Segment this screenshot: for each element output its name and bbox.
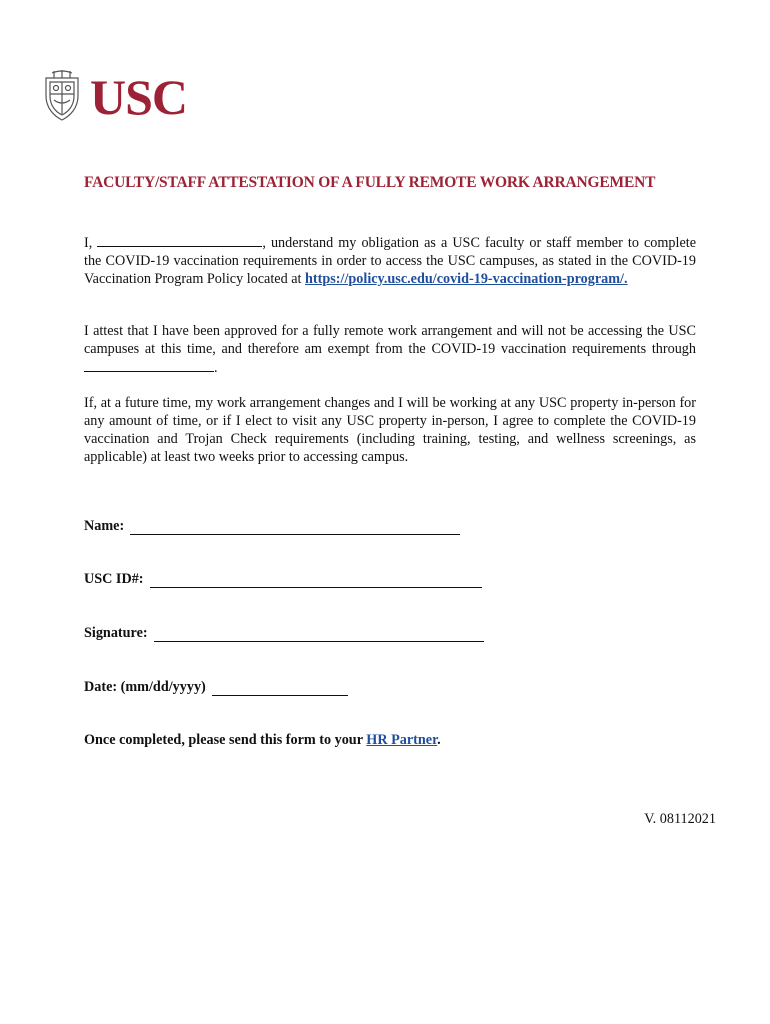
usc-id-line[interactable] — [150, 573, 482, 588]
closing-instruction — [84, 732, 441, 749]
signature-line[interactable] — [154, 627, 484, 642]
usc-wordmark: USC — [90, 69, 188, 125]
name-blank[interactable] — [97, 233, 262, 247]
usc-logo — [42, 69, 188, 125]
usc-seal-icon — [42, 70, 82, 122]
signature-label: Signature: — [84, 625, 148, 641]
date-field — [84, 679, 348, 696]
usc-id-field — [84, 571, 482, 588]
para1-body: , understand my obligation as a USC faculty or staff member to complete the COVID-19 vaccination requirements in order to access the USC campuses, as stated in the COVID-19 Vaccination Program Policy located at — [84, 235, 696, 287]
hr-partner-link[interactable]: HR Partner — [366, 732, 438, 748]
version-number: V. 08112021 — [644, 811, 716, 827]
para2-body: I attest that I have been approved for a fully remote work arrangement and will not be accessing the USC campuses at this time, and therefore am exempt from the COVID-19 vaccination requirements through — [84, 323, 696, 357]
date-line[interactable] — [212, 681, 348, 696]
through-date-blank[interactable] — [84, 358, 214, 372]
para2-suffix: . — [214, 360, 218, 376]
name-label: Name: — [84, 518, 125, 534]
paragraph-attestation — [84, 322, 696, 377]
paragraph-obligation — [84, 233, 696, 288]
name-field — [84, 518, 460, 535]
date-label: Date: (mm/dd/yyyy) — [84, 679, 206, 695]
closing-text: Once completed, please send this form to your — [84, 732, 367, 748]
closing-suffix: . — [437, 732, 441, 748]
signature-field — [84, 625, 484, 642]
page-title: FACULTY/STAFF ATTESTATION OF A FULLY REMOTE WORK ARRANGEMENT — [84, 174, 656, 191]
policy-link[interactable]: https://policy.usc.edu/covid-19-vaccination-program/. — [305, 271, 628, 287]
para1-prefix: I, — [84, 235, 98, 251]
name-line[interactable] — [130, 520, 460, 535]
paragraph-future-change: If, at a future time, my work arrangement changes and I will be working at any USC property in-person for any amount of time, or if I elect to visit any USC property in-person, I agree to complete the COVID-19 vaccination and Trojan Check requirements (including training, testing, and wellness screenings, as applicable) at least two weeks prior to accessing campus. — [84, 395, 696, 465]
usc-id-label: USC ID#: — [84, 571, 144, 587]
